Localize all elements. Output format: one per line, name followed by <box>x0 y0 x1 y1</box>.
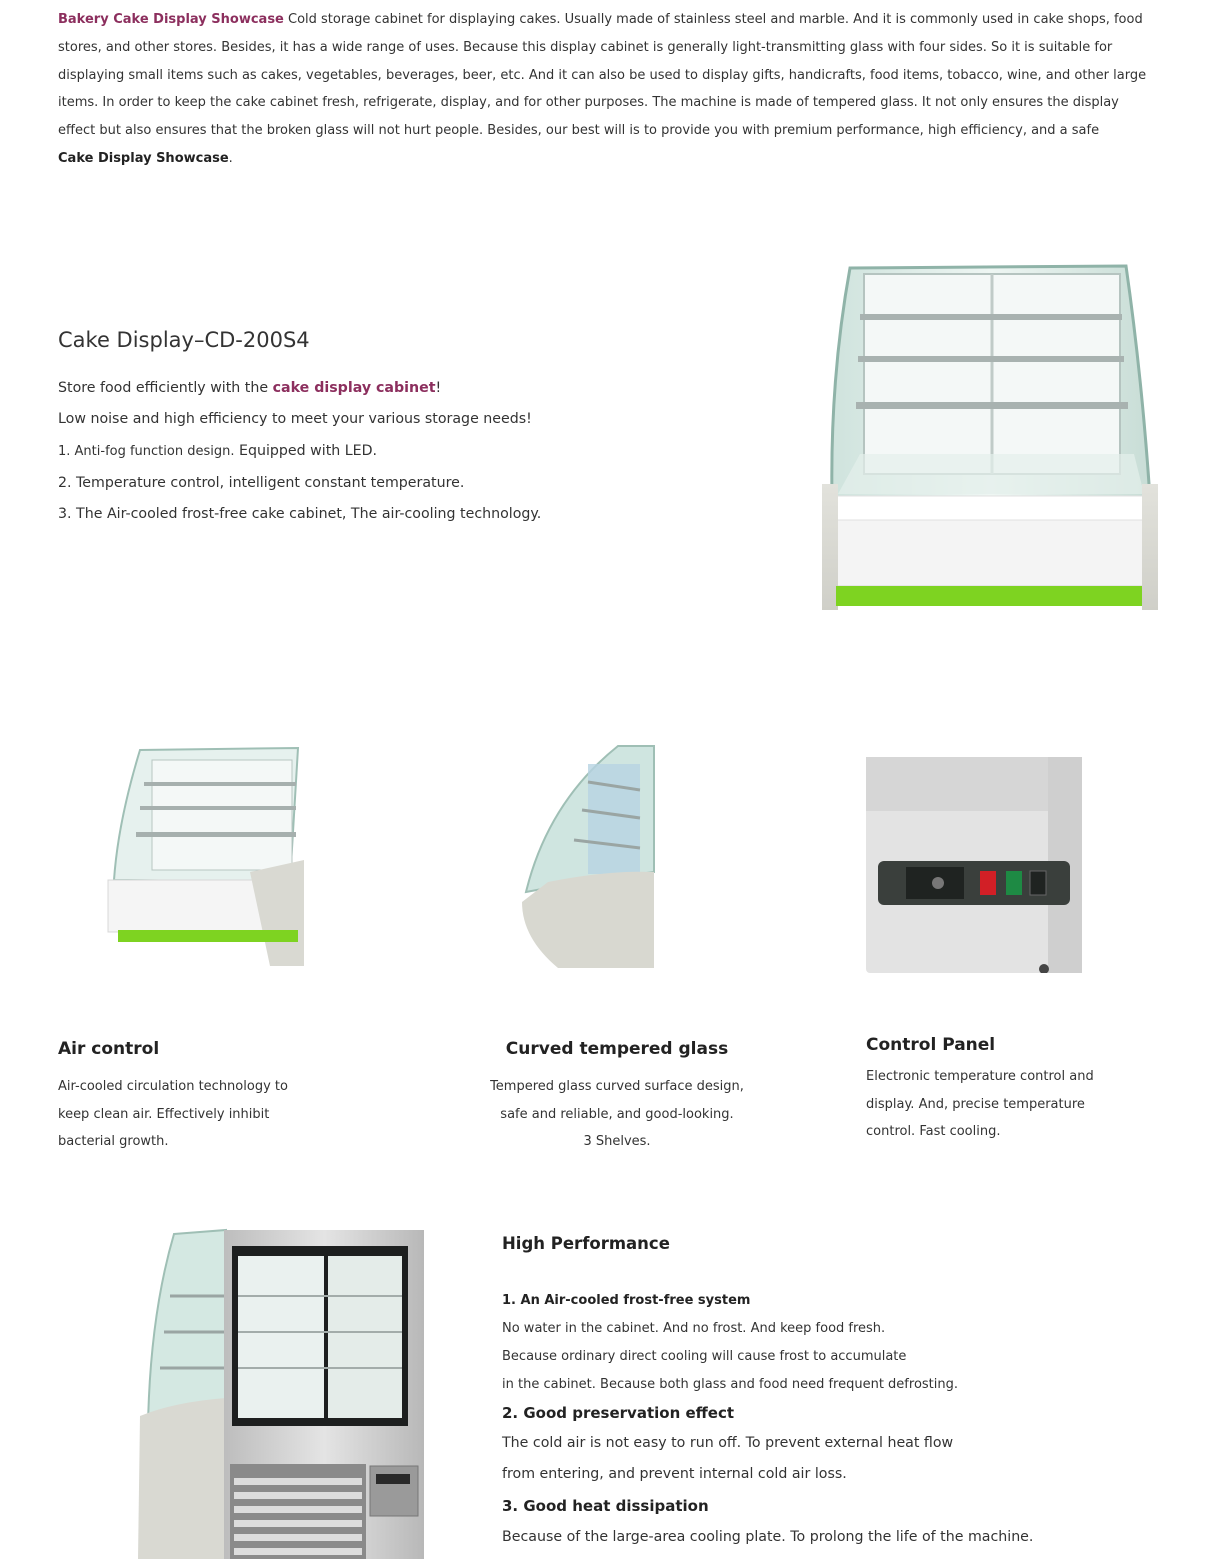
feature-title: Control Panel <box>866 1035 996 1055</box>
hero-line-3b: Equipped with LED. <box>234 443 378 459</box>
hero-line-2: Low noise and high efficiency to meet your various storage needs! <box>58 411 532 427</box>
feature-control-panel <box>866 1035 1166 1146</box>
intro-body: Cold storage cabinet for displaying cakes. Usually made of stainless steel and marble. And it is commonly used in cake shops, food stores, and other stores. Besides, it has a wide range of uses. Because this display cabinet is generally light-transmitting glass with four sides. So it is suitable for displaying small items such as cakes, vegetables, beverages, beer, etc. And it can also be used to display gifts, handicrafts, food items, tobacco, wine, and other large items. In order to keep the cake cabinet fresh, refrigerate, display, and for other purposes. The machine is made of tempered glass. It not only ensures the display effect but also ensures that the broken glass will not hurt people. Besides, our best will is to provide you with premium performance, high efficiency, and a safe <box>58 12 1147 139</box>
hero-line-3a: 1. Anti-fog function design. <box>58 444 235 459</box>
performance-product-image <box>134 1226 426 1559</box>
feature-curved-glass <box>467 1039 767 1156</box>
performance-item-line: in the cabinet. Because both glass and food need frequent defrosting. <box>502 1377 958 1392</box>
feature-air-control <box>58 1039 358 1156</box>
performance-item-title: 3. Good heat dissipation <box>502 1497 709 1515</box>
intro-tail-bold: Cake Display Showcase <box>58 150 229 166</box>
intro-paragraph <box>58 6 1148 173</box>
performance-item-title: 2. Good preservation effect <box>502 1404 735 1422</box>
performance-heading: High Performance <box>502 1234 670 1253</box>
control-panel-image <box>866 757 1082 973</box>
feature-line: control. Fast cooling. <box>866 1124 1001 1139</box>
hero-product-image <box>820 258 1160 614</box>
feature-title: Curved tempered glass <box>505 1039 729 1059</box>
feature-line: 3 Shelves. <box>583 1134 651 1149</box>
feature-line: Electronic temperature control and <box>866 1069 1094 1084</box>
performance-item-line: from entering, and prevent internal cold air loss. <box>502 1466 847 1482</box>
performance-item-line: Because ordinary direct cooling will cause frost to accumulate <box>502 1349 907 1364</box>
intro-tail-end: . <box>228 150 233 166</box>
hero-line-5: 3. The Air-cooled frost-free cake cabinet, The air-cooling technology. <box>58 506 542 522</box>
feature-line: safe and reliable, and good-looking. <box>500 1106 734 1122</box>
feature-line: bacterial growth. <box>58 1134 169 1149</box>
hero-line-1 <box>58 380 441 396</box>
performance-item-title: 1. An Air-cooled frost-free system <box>502 1293 751 1308</box>
cake-display-cabinet-link[interactable]: cake display cabinet <box>272 380 436 396</box>
hero-line-1-pre: Store food efficiently with the <box>58 380 273 396</box>
feature-line: display. And, precise temperature <box>866 1096 1085 1112</box>
hero-line-3 <box>58 443 377 459</box>
hero-line-1-post: ! <box>435 380 442 396</box>
intro-lead-link[interactable]: Bakery Cake Display Showcase <box>58 12 284 27</box>
feature-line: Air-cooled circulation technology to <box>58 1079 288 1094</box>
feature-line: keep clean air. Effectively inhibit <box>58 1106 270 1122</box>
hero-title: Cake Display–CD-200S4 <box>58 328 310 352</box>
performance-item-line: Because of the large-area cooling plate. To prolong the life of the machine. <box>502 1529 1034 1545</box>
feature-title: Air control <box>58 1039 160 1059</box>
feature-line: Tempered glass curved surface design, <box>490 1079 744 1094</box>
curved-glass-image <box>518 742 658 972</box>
hero-line-4: 2. Temperature control, intelligent constant temperature. <box>58 475 465 491</box>
air-control-image <box>100 742 310 970</box>
performance-item-line: No water in the cabinet. And no frost. And keep food fresh. <box>502 1321 886 1336</box>
performance-item-line: The cold air is not easy to run off. To prevent external heat flow <box>502 1435 954 1451</box>
